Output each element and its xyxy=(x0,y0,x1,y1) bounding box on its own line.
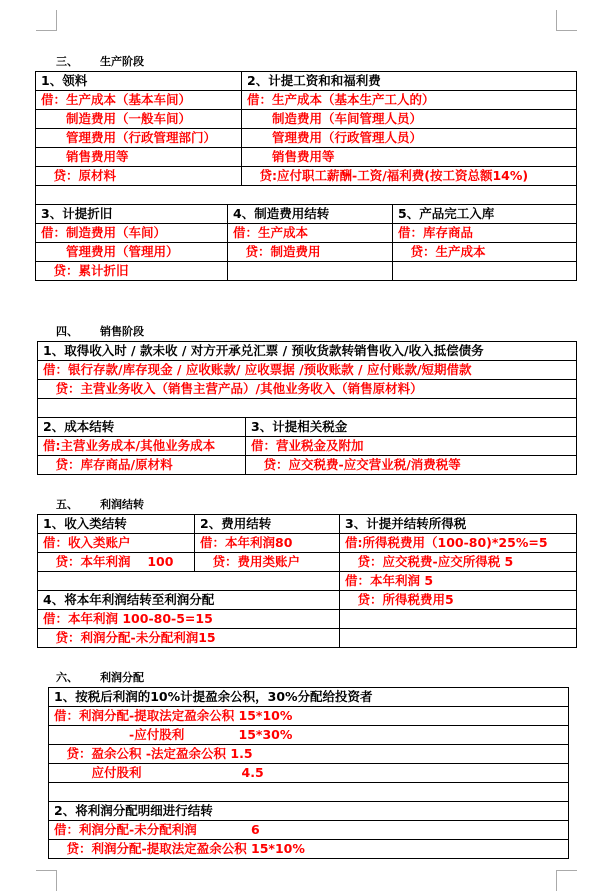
empty-cell xyxy=(393,262,577,281)
section-heading xyxy=(56,323,144,339)
journal-entry-table xyxy=(48,687,569,859)
table-row xyxy=(36,262,577,281)
entry-cell: 借：收入类账户 xyxy=(38,534,195,553)
table-row xyxy=(49,821,569,840)
section-number: 三、 xyxy=(56,55,78,68)
table-row xyxy=(36,167,577,186)
section-heading xyxy=(56,53,144,69)
step-header-cell: 1、领料 xyxy=(36,72,242,91)
table-row xyxy=(49,707,569,726)
table-row xyxy=(36,110,577,129)
entry-cell: 销售费用等 xyxy=(242,148,577,167)
page-corner-mark xyxy=(36,10,57,31)
table-row xyxy=(36,224,577,243)
entry-cell: 贷：所得税费用5 xyxy=(340,591,577,610)
step-header-cell: 5、产品完工入库 xyxy=(393,205,577,224)
entry-cell: 借：本年利润80 xyxy=(195,534,340,553)
entry-cell: 借：生产成本（基本车间） xyxy=(36,91,242,110)
entry-cell: 销售费用等 xyxy=(36,148,242,167)
table-row xyxy=(38,418,577,437)
table-row xyxy=(38,534,577,553)
table-row xyxy=(38,456,577,475)
table-row xyxy=(38,591,577,610)
entry-cell: 借：生产成本 xyxy=(228,224,393,243)
entry-cell: 借：利润分配-未分配利润 6 xyxy=(49,821,569,840)
entry-cell: 贷：盈余公积 -法定盈余公积 1.5 xyxy=(49,745,569,764)
step-header-cell: 4、将本年利润结转至利润分配 xyxy=(38,591,340,610)
entry-cell: 应付股利 4.5 xyxy=(49,764,569,783)
step-header-cell: 2、将利润分配明细进行结转 xyxy=(49,802,569,821)
table-row xyxy=(49,764,569,783)
section-title: 销售阶段 xyxy=(100,325,144,338)
table-row xyxy=(38,437,577,456)
entry-cell: 借：营业税金及附加 xyxy=(246,437,577,456)
page-corner-mark xyxy=(556,870,577,891)
empty-cell xyxy=(49,783,569,802)
empty-cell xyxy=(36,186,577,205)
entry-cell: 借：生产成本（基本生产工人的） xyxy=(242,91,577,110)
table-row xyxy=(49,840,569,859)
table-row xyxy=(38,610,577,629)
entry-cell: 贷：累计折旧 xyxy=(36,262,228,281)
entry-cell: 贷：利润分配-未分配利润15 xyxy=(38,629,340,648)
journal-entry-table xyxy=(37,341,577,475)
step-header-cell: 3、计提相关税金 xyxy=(246,418,577,437)
section-number: 五、 xyxy=(56,498,78,511)
step-header-cell: 2、成本结转 xyxy=(38,418,246,437)
entry-cell: 贷：生产成本 xyxy=(393,243,577,262)
journal-entry-table xyxy=(37,514,577,648)
table-row xyxy=(49,688,569,707)
entry-cell: 借:主营业务成本/其他业务成本 xyxy=(38,437,246,456)
table-row xyxy=(38,380,577,399)
step-header-cell: 2、计提工资和和福利费 xyxy=(242,72,577,91)
table-row xyxy=(36,243,577,262)
entry-cell: 管理费用（行政管理部门） xyxy=(36,129,242,148)
table-row xyxy=(36,186,577,205)
step-header-cell: 1、取得收入时 / 款未收 / 对方开承兑汇票 / 预收货款转销售收入/收入抵偿债务 xyxy=(38,342,577,361)
page-corner-mark xyxy=(36,870,57,891)
empty-cell xyxy=(228,262,393,281)
section-number: 六、 xyxy=(56,671,78,684)
step-header-cell: 2、费用结转 xyxy=(195,515,340,534)
entry-cell: 制造费用（车间管理人员） xyxy=(242,110,577,129)
section-number: 四、 xyxy=(56,325,78,338)
table-row xyxy=(38,515,577,534)
table-row xyxy=(38,399,577,418)
table-row xyxy=(49,802,569,821)
entry-cell: 借:所得税费用（100-80)*25%=5 xyxy=(340,534,577,553)
entry-cell: 贷：原材料 xyxy=(36,167,242,186)
entry-cell: 借：本年利润 100-80-5=15 xyxy=(38,610,340,629)
entry-cell: 借：银行存款/库存现金 / 应收账款/ 应收票据 /预收账款 / 应付账款/短期借款 xyxy=(38,361,577,380)
table-row xyxy=(36,91,577,110)
entry-cell: 贷：利润分配-提取法定盈余公积 15*10% xyxy=(49,840,569,859)
entry-cell: 贷：制造费用 xyxy=(228,243,393,262)
section-title: 利润分配 xyxy=(100,671,144,684)
entry-cell: 借：利润分配-提取法定盈余公积 15*10% xyxy=(49,707,569,726)
step-header-cell: 3、计提并结转所得税 xyxy=(340,515,577,534)
table-row xyxy=(38,361,577,380)
table-row xyxy=(38,553,577,572)
entry-cell: 贷：费用类账户 xyxy=(195,553,340,572)
table-row xyxy=(49,745,569,764)
entry-cell: 借：库存商品 xyxy=(393,224,577,243)
table-row xyxy=(36,72,577,91)
empty-cell xyxy=(38,572,340,591)
entry-cell: 贷:应付职工薪酬-工资/福利费(按工资总额14%) xyxy=(242,167,577,186)
section-heading xyxy=(56,669,144,685)
empty-cell xyxy=(340,610,577,629)
section-heading xyxy=(56,496,144,512)
table-row xyxy=(38,342,577,361)
entry-cell: 贷：本年利润 100 xyxy=(38,553,195,572)
table-row xyxy=(36,205,577,224)
entry-cell: 借：本年利润 5 xyxy=(340,572,577,591)
step-header-cell: 1、按税后利润的10%计提盈余公积，30%分配给投资者 xyxy=(49,688,569,707)
section-title: 利润结转 xyxy=(100,498,144,511)
table-row xyxy=(49,726,569,745)
entry-cell: 贷：应交税费-应交所得税 5 xyxy=(340,553,577,572)
entry-cell: -应付股利 15*30% xyxy=(49,726,569,745)
table-row xyxy=(49,783,569,802)
entry-cell: 借：制造费用（车间） xyxy=(36,224,228,243)
entry-cell: 制造费用（一般车间） xyxy=(36,110,242,129)
entry-cell: 管理费用（行政管理人员） xyxy=(242,129,577,148)
entry-cell: 管理费用（管理用） xyxy=(36,243,228,262)
empty-cell xyxy=(38,399,577,418)
table-row xyxy=(38,572,577,591)
table-row xyxy=(38,629,577,648)
entry-cell: 贷：主营业务收入（销售主营产品）/其他业务收入（销售原材料） xyxy=(38,380,577,399)
entry-cell: 贷：库存商品/原材料 xyxy=(38,456,246,475)
table-row xyxy=(36,129,577,148)
table-row xyxy=(36,148,577,167)
step-header-cell: 4、制造费用结转 xyxy=(228,205,393,224)
page-corner-mark xyxy=(556,10,577,31)
step-header-cell: 3、计提折旧 xyxy=(36,205,228,224)
section-title: 生产阶段 xyxy=(100,55,144,68)
entry-cell: 贷：应交税费-应交营业税/消费税等 xyxy=(246,456,577,475)
journal-entry-table xyxy=(35,71,577,281)
empty-cell xyxy=(340,629,577,648)
step-header-cell: 1、收入类结转 xyxy=(38,515,195,534)
